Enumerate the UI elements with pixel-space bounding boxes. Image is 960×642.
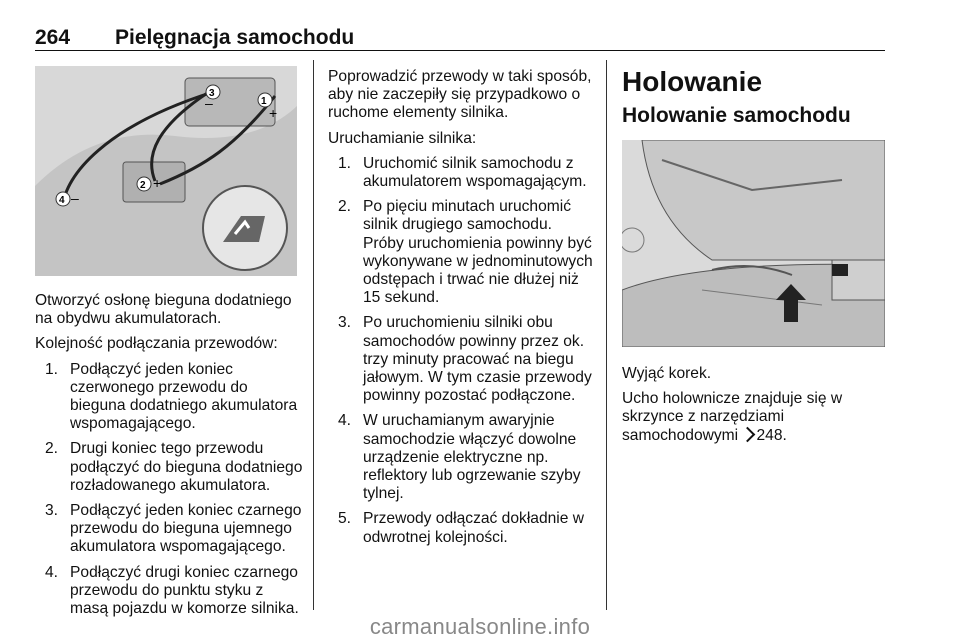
svg-text:–: – [71, 190, 79, 206]
callout-2: 2 [140, 180, 146, 191]
page-reference[interactable]: 248. [756, 426, 787, 444]
list-item: 4. Podłączyć drugi koniec czarnego przewodu do punktu styku z masą pojazdu w komorze silnika. [45, 563, 299, 618]
subsection-heading: Holowanie samochodu [622, 104, 851, 127]
list-item: 2. Drugi koniec tego przewodu podłączyć do bieguna dodatniego rozładowanego akumulatora. [45, 440, 303, 494]
paragraph: Wyjąć korek. [622, 365, 712, 382]
paragraph: Ucho holownicze znajduje się w skrzynce z narzędziami samochodowymi 248. [622, 390, 843, 444]
column-divider [606, 60, 607, 610]
list-item: 4. W uruchamianym awaryjnie samochodzie włączyć dowolne urządzenie elektryczne np. reflektory lub ogrzewanie szyby tylnej. [338, 412, 581, 503]
paragraph: Uruchamianie silnika: [328, 129, 477, 147]
paragraph: Poprowadzić przewody w taki sposób, aby nie zaczepiły się przypadkowo o ruchome elementy silnika. [328, 68, 592, 122]
list-item: 3. Podłączyć jeden koniec czarnego przewodu do bieguna ujemnego akumulatora wspomagającego. [45, 502, 302, 556]
car-front-bumper-illustration [622, 140, 885, 347]
svg-text:+: + [269, 105, 278, 121]
callout-1: 1 [261, 96, 267, 107]
page-reference-icon [740, 426, 756, 442]
engine-bay-illustration [35, 66, 297, 276]
column-3-text [622, 365, 887, 452]
page-title: Pielęgnacja samochodu [115, 26, 355, 49]
list-item: 1. Podłączyć jeden koniec czerwonego przewodu do bieguna dodatniego akumulatora wspomagającego. [45, 360, 298, 433]
list-item: 3. Po uruchomieniu silniki obu samochodów powinny przez ok. trzy minuty pracować na biegu jałowym. W tym czasie przewody powinny pozostać podłączone. [338, 314, 592, 405]
page-header [35, 20, 885, 51]
svg-text:+: + [153, 175, 162, 191]
column-2-text [328, 68, 593, 554]
page-number: 264 [35, 26, 71, 49]
column-divider [313, 60, 314, 610]
paragraph: Otworzyć osłonę bieguna dodatniego na obydwu akumulatorach. [35, 292, 292, 328]
svg-text:–: – [205, 95, 213, 111]
list-item: 2. Po pięciu minutach uruchomić silnik drugiego samochodu. Próby uruchomienia powinny być wykonywane w jednominutowych odstępach i trwać nie dłużej niż 15 sekund. [338, 198, 593, 307]
list-item: 1. Uruchomić silnik samochodu z akumulatorem wspomagającym. [338, 154, 587, 191]
section-heading: Holowanie [622, 66, 763, 97]
paragraph: Kolejność podłączania przewodów: [35, 335, 278, 353]
watermark: carmanualsonline.info [369, 614, 591, 639]
callout-3: 3 [209, 88, 215, 99]
callout-4: 4 [59, 195, 65, 206]
column-1-text [35, 292, 305, 625]
list-item: 5. Przewody odłączać dokładnie w odwrotnej kolejności. [338, 510, 585, 546]
